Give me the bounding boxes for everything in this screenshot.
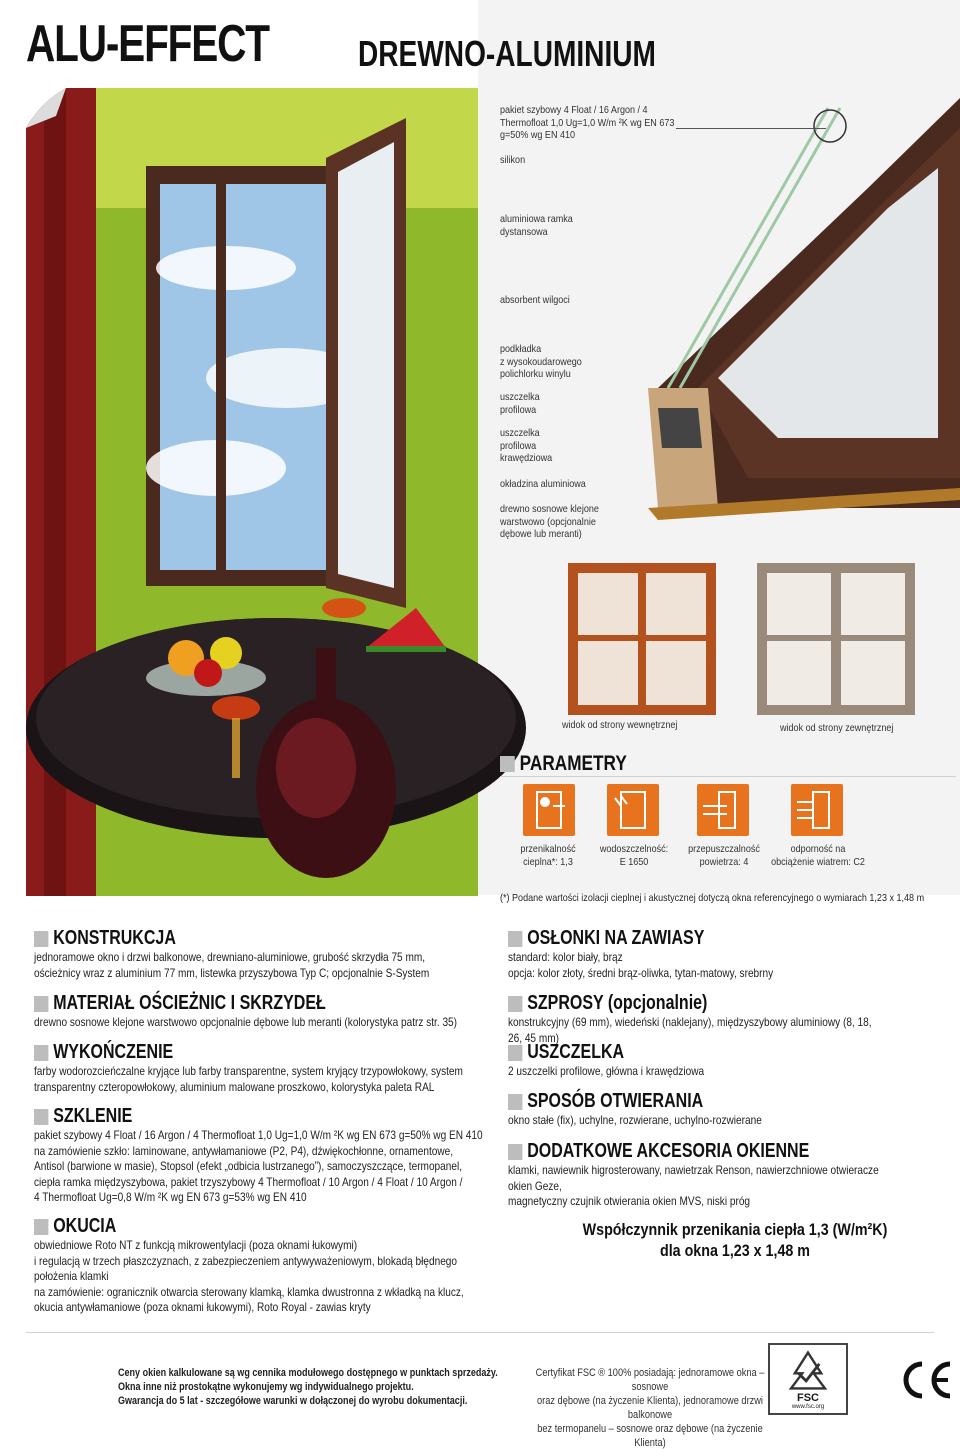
rain-icon (607, 784, 659, 836)
section-body-szklenie: pakiet szybowy 4 Float / 16 Argon / 4 Thermofloat 1,0 Ug=1,0 W/m ²K wg EN 673 g=50% wg EN 410 na zamówienie szkło: laminowane, antywłamaniowe (P2, P4), dźwiękochłonne, ornamentowe, Antisol (barwione w masie), Stopsol (efekt „odbicia lustrzanego”), samoczyszczące, termopanel, ciepła ramka międzyszybowa, pakiet trzyszybowy 4 Thermofloat / 10 Argon / 4 Float / 10 Argon / 4 Thermofloat Ug=0,8 W/m ²K wg EN 673 g=53% wg EN 410 (34, 1128, 483, 1204)
heading-marker (34, 1109, 48, 1125)
window-outside-view (757, 563, 915, 715)
fsc-logo (768, 1343, 848, 1415)
fsc-url: www.fsc.org (791, 1404, 825, 1410)
section-body-material: drewno sosnowe klejone warstwowo opcjonalnie dębowe lub meranti (kolorystyka patrz str. 35) (34, 1015, 458, 1029)
callout-spacer: aluminiowa ramka dystansowa (500, 213, 573, 238)
heading-marker (34, 1045, 48, 1061)
section-body-szprosy: konstrukcyjny (69 mm), wiedeński (naklejany), międzyszybowy aluminiowy (8, 18, 26, 45 mm) (508, 1015, 872, 1045)
thermal-icon (523, 784, 575, 836)
heading-marker (508, 996, 522, 1012)
wind-load-icon (791, 784, 843, 836)
callout-gasket: uszczelka profilowa (500, 391, 540, 416)
inside-view-caption: widok od strony wewnętrznej (562, 719, 678, 731)
heading-marker (34, 1219, 48, 1235)
section-body-wykonczenie: farby wodorozcieńczalne kryjące lub farby transparentne, system kryjący trzypowłokowy, system transparentny czteropowłokowy, aluminium malowane proszkowo, kolorystyka paleta RAL (34, 1064, 463, 1094)
section-body-akcesoria: klamki, nawiewnik higrosterowany, nawietrzak Renson, nawierzchniowe otwieracze okien Geze, magnetyczny czujnik otwierania okien MVS, niski próg (508, 1163, 879, 1208)
section-heading-material: MATERIAŁ OŚCIEŻNIC I SKRZYDEŁ (34, 992, 326, 1015)
heading-marker (508, 1144, 522, 1160)
heading-marker (500, 756, 515, 772)
callout-edge-gasket: uszczelka profilowa krawędziowa (500, 427, 553, 464)
callout-glazing: pakiet szybowy 4 Float / 16 Argon / 4 Thermofloat 1,0 Ug=1,0 W/m ²K wg EN 673 g=50% wg EN 410 (500, 104, 675, 141)
page-subtitle: DREWNO-ALUMINIUM (358, 33, 656, 74)
callout-pvc-pad: podkładka z wysokoudarowego polichlorku winylu (500, 343, 582, 380)
heading-marker (34, 996, 48, 1012)
callout-pine-wood: drewno sosnowe klejone warstwowo (opcjonalnie dębowe lub meranti) (500, 503, 599, 540)
heading-marker (508, 1094, 522, 1110)
param-wind-label: odporność na obciążenie wiatrem: C2 (771, 843, 865, 868)
page-title: ALU-EFFECT (26, 15, 269, 73)
param-water-label: wodoszczelność: E 1650 (599, 843, 669, 868)
param-thermal-label: przenikalność cieplna*: 1,3 (520, 843, 576, 868)
section-heading-wykonczenie: WYKOŃCZENIE (34, 1041, 173, 1064)
section-heading-szprosy: SZPROSY (opcjonalnie) (508, 992, 707, 1015)
window-section-diagram (628, 88, 960, 528)
pricing-note: Ceny okien kalkulowane są wg cennika modułowego dostępnego w punktach sprzedaży. Okna inne niż prostokątne wykonujemy wg indywidualnego projektu. Gwarancja do 5 lat - szczegółowe warunki w dołączonej do wyrobu dokumentacji. (118, 1367, 498, 1407)
section-body-oslonki: standard: kolor biały, brąz opcja: kolor złoty, średni brąz-oliwka, tytan-matowy, srebrny (508, 950, 774, 980)
outside-view-caption: widok od strony zewnętrznej (780, 722, 894, 734)
section-body-otwieranie: okno stałe (fix), uchylne, rozwierane, uchylno-rozwierane (508, 1113, 762, 1127)
fsc-certificate-note: Certyfikat FSC ® 100% posiadają: jednoramowe okna – sosnowe oraz dębowe (na życzenie Klienta), jednoramowe drzwi balkonowe bez termopanelu – sosnowe oraz dębowe (na życzenie Klienta) (535, 1367, 765, 1449)
fsc-label: FSC (797, 1392, 819, 1404)
parametry-heading: PARAMETRY (500, 752, 627, 776)
divider (500, 776, 956, 777)
section-heading-szklenie: SZKLENIE (34, 1105, 132, 1128)
section-heading-uszczelka: USZCZELKA (508, 1041, 624, 1064)
air-permeability-icon (697, 784, 749, 836)
section-heading-oslonki: OSŁONKI NA ZAWIASY (508, 927, 704, 950)
heading-marker (508, 1045, 522, 1061)
callout-silicone: silikon (500, 154, 526, 166)
section-heading-okucia: OKUCIA (34, 1215, 116, 1238)
callout-line (676, 128, 826, 129)
section-body-konstrukcja: jednoramowe okno i drzwi balkonowe, drewniano-aluminiowe, grubość skrzydła 75 mm, ościeżnicy wraz z aluminium 77 mm, listewka przyszybowa Typ C; opcjonalnie S-System (34, 950, 430, 980)
ce-mark-icon (898, 1360, 954, 1400)
section-body-okucia: obwiedniowe Roto NT z funkcją mikrowentylacji (poza oknami łukowymi) i regulacją w trzech płaszczyznach, z zabezpieczeniem antywyważeniowym, blokadą błędnego położenia klamki na zamówienie: ogranicznik otwarcia sterowany klamką, klamka dwustronna z wkładką na klucz, okucia antywłamaniowe (poza oknami łukowymi), Roto Royal - zawias kryty (34, 1238, 464, 1314)
param-air-label: przepuszczalność powietrza: 4 (688, 843, 760, 868)
heat-transfer-coefficient: Współczynnik przenikania ciepła 1,3 (W/m²K) dla okna 1,23 x 1,48 m (582, 1220, 888, 1260)
divider (26, 1332, 934, 1333)
footnote: (*) Podane wartości izolacji cieplnej i akustycznej dotyczą okna referencyjnego o wymiarach 1,23 x 1,48 m (500, 892, 925, 904)
page-curl-icon (26, 88, 66, 128)
section-heading-konstrukcja: KONSTRUKCJA (34, 927, 176, 950)
interior-photo (26, 88, 478, 896)
section-body-uszczelka: 2 uszczelki profilowe, główna i krawędziowa (508, 1064, 705, 1078)
section-heading-otwieranie: SPOSÓB OTWIERANIA (508, 1090, 703, 1113)
section-heading-akcesoria: DODATKOWE AKCESORIA OKIENNE (508, 1140, 809, 1163)
callout-desiccant: absorbent wilgoci (500, 294, 570, 306)
heading-marker (34, 931, 48, 947)
heading-marker (508, 931, 522, 947)
callout-alu-cladding: okładzina aluminiowa (500, 478, 586, 490)
window-inside-view (568, 563, 716, 715)
